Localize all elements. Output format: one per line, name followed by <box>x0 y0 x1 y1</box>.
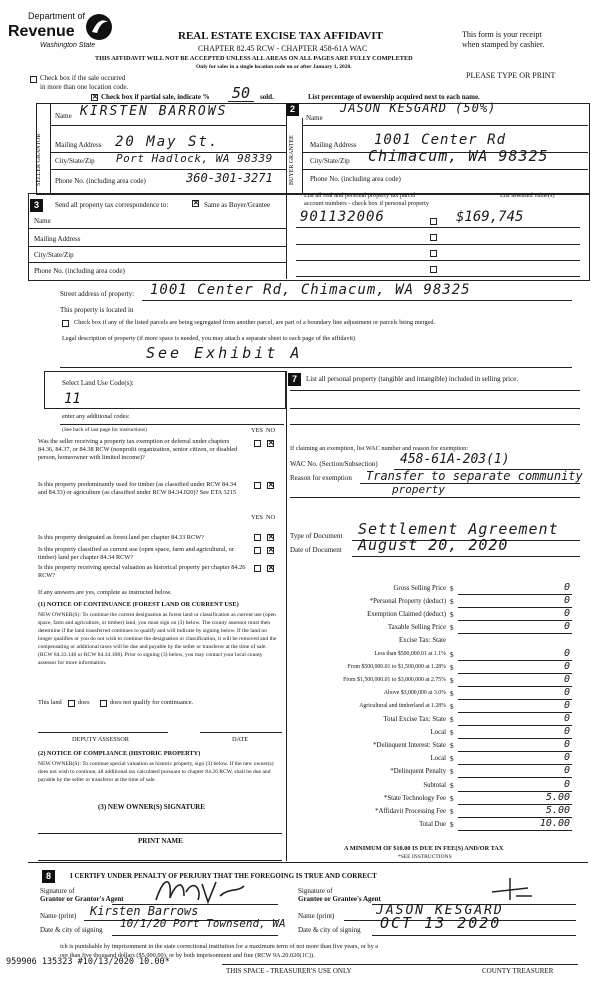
q4-no-checkbox[interactable]: ✕ <box>268 546 274 554</box>
q5-yes-checkbox[interactable] <box>254 565 261 572</box>
tax-row-value: 0 <box>563 779 570 790</box>
q1-yes-checkbox[interactable] <box>254 440 261 447</box>
tax-row-value: 0 <box>563 765 570 776</box>
assessed-value-value: $169,745 <box>456 209 524 225</box>
grantee-sig-label-2: Grantee or Grantee's Agent <box>298 895 381 903</box>
multi-location-label-1: Check box if the sale occurred <box>40 74 126 82</box>
form-only-for: Only for sales in a single location code on or after January 1, 2020. <box>196 64 352 70</box>
tax-row-value: 0 <box>563 700 570 711</box>
corr-phone-label: Phone No. (including area code) <box>34 267 125 275</box>
notice1-body: NEW OWNER(S): To continue the current designation as forest land or classification as current use (open space, farm and agriculture, or timber) land, you must sign on (3) below. The county assessor must then determine if the land transferred continues to qualify and will indicate by signing below. If the land no longer qualifies or you do not wish to continue the designation or classification, it will be removed and the compensating or additional taxes will be due and payable by the seller or transferor at the time of sale. (RCW 84.33.140 or RCW 84.34.108). Prior to signing (3) below, you may contact your local county assessor for more information. <box>38 612 277 666</box>
tax-row-label: Local <box>430 729 446 736</box>
dor-logo-icon <box>84 12 114 42</box>
personal-property-checkbox-4[interactable] <box>430 266 437 273</box>
tax-row-label: From $1,500,000.01 to $3,000,000 at 2.75% <box>343 677 446 683</box>
parcel-header-1: List all real and personal property tax parcel <box>304 192 416 199</box>
question-historic: Is this property receiving special valuation as historical property per chapter 84.26 RCW? <box>38 564 246 579</box>
grantor-date-label: Date & city of signing <box>40 926 103 934</box>
tax-row-value: 5.00 <box>545 792 570 803</box>
deputy-assessor-label: DEPUTY ASSESSOR <box>72 736 129 743</box>
seller-phone-value: 360-301-3271 <box>186 171 273 185</box>
buyer-address-label: Mailing Address <box>310 141 357 149</box>
dollar-sign: $ <box>450 768 454 776</box>
grantee-signature-image <box>488 874 548 904</box>
tax-value-line <box>458 686 572 687</box>
tax-value-line <box>458 738 572 739</box>
corr-city-label: City/State/Zip <box>34 251 74 259</box>
tax-row-label: *Delinquent Interest: State <box>373 742 446 749</box>
street-value: 1001 Center Rd, Chimacum, WA 98325 <box>150 282 471 298</box>
tax-row-label: Taxable Selling Price <box>387 624 446 631</box>
receipt-note-2: when stamped by cashier. <box>462 40 545 49</box>
if-any-yes: If any answers are yes, complete as instructed below. <box>38 589 172 596</box>
grantee-date-value: OCT 13 2020 <box>380 914 502 932</box>
tax-row-label: Total Due <box>419 821 446 828</box>
dollar-sign: $ <box>450 729 454 737</box>
logo-revenue: Revenue <box>8 23 75 40</box>
buyer-name-label: Name <box>306 114 323 122</box>
section-8-number: 8 <box>42 870 55 883</box>
section-3-number: 3 <box>30 199 43 212</box>
multi-location-checkbox[interactable] <box>30 76 37 83</box>
see-instructions-note: *SEE INSTRUCTIONS <box>398 854 452 860</box>
tax-row-value: 0 <box>563 595 570 606</box>
tax-row-value: 0 <box>563 752 570 763</box>
land-use-additional: enter any additional codes: <box>62 413 130 420</box>
tax-row-value: 0 <box>563 713 570 724</box>
seller-side-label: SELLER GRANTOR <box>36 133 42 187</box>
logo-state: Washington State <box>40 42 96 49</box>
new-owner-signature-label: (3) NEW OWNER(S) SIGNATURE <box>98 803 205 811</box>
partial-sale-checkbox[interactable]: ✕ <box>92 93 98 101</box>
section-2-number: 2 <box>286 103 299 116</box>
yes-header-1: YES <box>251 427 263 434</box>
dollar-sign: $ <box>450 624 454 632</box>
question-exemption: Was the seller receiving a property tax exemption or deferral under chapters 84.36, 84.37, or 84.38 RCW (nonprofit organization, senior citizen, or disabled person, homeowner with limited income)? <box>38 438 238 461</box>
seller-address-label: Mailing Address <box>55 141 102 149</box>
tax-row-label: Above $3,000,000 at 3.0% <box>383 690 446 696</box>
doc-date-value: August 20, 2020 <box>358 536 509 554</box>
land-use-label: Select Land Use Code(s): <box>62 379 134 387</box>
tax-value-line <box>458 594 572 595</box>
corr-address-label: Mailing Address <box>34 235 81 243</box>
personal-property-checkbox-3[interactable] <box>430 250 437 257</box>
grantee-date-label: Date & city of signing <box>298 926 361 934</box>
dollar-sign: $ <box>450 795 454 803</box>
tax-value-line <box>458 764 572 765</box>
tax-row-value: 0 <box>563 648 570 659</box>
no-header-2: NO <box>266 514 276 521</box>
tax-value-line <box>458 607 572 608</box>
form-warning: THIS AFFIDAVIT WILL NOT BE ACCEPTED UNLESS ALL AREAS ON ALL PAGES ARE FULLY COMPLETED <box>95 55 413 62</box>
tax-row-label: *Delinquent Penalty <box>390 768 446 775</box>
exemption-label: If claiming an exemption, list WAC number and reason for exemption: <box>290 445 469 452</box>
grantor-signature-image <box>150 870 250 910</box>
tax-row-label: Gross Selling Price <box>393 585 446 592</box>
tax-row-value: 0 <box>563 687 570 698</box>
grantee-name-value: JASON KESGARD <box>376 903 504 918</box>
q3-yes-checkbox[interactable] <box>254 534 261 541</box>
multi-location-label-2: in more than one location code. <box>40 83 129 91</box>
perjury-line-1: ich is punishable by imprisonment in the state correctional institution for a maximum term of not more than five years, or by a <box>60 943 379 950</box>
tax-row-value: 0 <box>563 739 570 750</box>
dollar-sign: $ <box>450 651 454 659</box>
tax-row-label: *Personal Property (deduct) <box>369 598 446 605</box>
tax-value-line <box>458 751 572 752</box>
correspondence-label: Send all property tax correspondence to: <box>55 201 169 209</box>
buyer-percent-note: List percentage of ownership acquired next to each name. <box>308 93 480 101</box>
question-forest: Is this property designated as forest land per chapter 84.33 RCW? <box>38 534 204 541</box>
this-land-label: This land <box>38 699 62 706</box>
legal-label: Legal description of property (if more space is needed, you may attach a separate sheet to each page of the affidavit) <box>62 335 356 342</box>
personal-property-checkbox-1[interactable] <box>430 218 437 225</box>
dollar-sign: $ <box>450 703 454 711</box>
buyer-phone-label: Phone No. (including area code) <box>310 175 401 183</box>
logo-department: Department of <box>28 11 86 21</box>
buyer-city-label: City/State/Zip <box>310 157 350 165</box>
assessed-header: List assessed value(s) <box>500 192 555 199</box>
doc-type-label: Type of Document <box>290 532 343 540</box>
tax-row-value: 0 <box>563 582 570 593</box>
reason-value-1: Transfer to separate community <box>366 469 583 483</box>
same-as-buyer-label: Same as Buyer/Grantee <box>204 201 271 209</box>
deputy-date-label: DATE <box>232 736 249 743</box>
no-header-1: NO <box>266 427 276 434</box>
form-title: REAL ESTATE EXCISE TAX AFFIDAVIT <box>178 30 383 42</box>
tax-row-value: 5.00 <box>545 805 570 816</box>
does-label: does <box>78 699 90 706</box>
grantee-name-label: Name (print) <box>298 912 335 920</box>
tax-value-line <box>458 712 572 713</box>
notice2-body: NEW OWNER(S): To continue special valuation as historic property, sign (3) below. If the new owner(s) does not wish to continue, all additional tax calculated pursuant to chapter 84.26 RCW, shall be due and payable by the seller or transferor at the time of sale. <box>38 761 274 783</box>
tax-row-value: 0 <box>563 674 570 685</box>
tax-row-value: 10.00 <box>539 818 570 829</box>
tax-value-line <box>458 725 572 726</box>
notice1-title: (1) NOTICE OF CONTINUANCE (FOREST LAND OR CURRENT USE) <box>38 601 239 608</box>
tax-value-line <box>458 699 572 700</box>
seller-name-value: KIRSTEN BARROWS <box>80 104 228 119</box>
perjury-line-2: ore than five thousand dollars ($5,000.00), or by both imprisonment and fine (RCW 9A.20.020(1C)). <box>60 952 315 959</box>
q2-yes-checkbox[interactable] <box>254 482 261 489</box>
personal-property-checkbox-2[interactable] <box>430 234 437 241</box>
grantor-name-label: Name (print) <box>40 912 77 920</box>
parcel-number-value: 901132006 <box>300 209 385 225</box>
reason-value-2: property <box>392 483 445 496</box>
grantor-date-value: 10/1/20 Port Townsend, WA <box>120 917 286 930</box>
see-back-note: (See back of last page for instructions) <box>62 427 147 433</box>
grantor-name-value: Kirsten Barrows <box>90 904 199 918</box>
q4-yes-checkbox[interactable] <box>254 547 261 554</box>
tax-value-line <box>458 777 572 778</box>
q3-no-checkbox[interactable]: ✕ <box>268 533 274 541</box>
dollar-sign: $ <box>450 664 454 672</box>
tax-value-line <box>458 660 572 661</box>
tax-row-label: Exemption Claimed (deduct) <box>367 611 446 618</box>
receipt-note-1: This form is your receipt <box>462 30 542 39</box>
tax-value-line <box>458 673 572 674</box>
dollar-sign: $ <box>450 677 454 685</box>
dollar-sign: $ <box>450 611 454 619</box>
partial-pct-value: 50 <box>232 84 251 102</box>
corr-name-label: Name <box>34 217 51 225</box>
parcel-header-2: account numbers - check box if personal property <box>304 200 430 207</box>
segregated-checkbox[interactable] <box>62 320 69 327</box>
sold-label: sold. <box>260 93 274 101</box>
dollar-sign: $ <box>450 782 454 790</box>
located-in-label: This property is located in <box>60 306 134 314</box>
partial-sale-label: Check box if partial sale, indicate % <box>101 93 210 101</box>
legal-value: See Exhibit A <box>146 344 303 362</box>
tax-value-line <box>458 830 572 831</box>
buyer-address-value: 1001 Center Rd <box>374 132 507 148</box>
dollar-sign: $ <box>450 690 454 698</box>
seller-name-label: Name <box>55 112 72 120</box>
does-not-label: does not qualify for continuance. <box>110 699 194 706</box>
land-does-not-checkbox[interactable] <box>100 700 107 707</box>
cashier-stamp: 959906 135323 #10/13/2020 10.00* <box>6 957 170 967</box>
personal-property-label: List all personal property (tangible and intangible) included in selling price. <box>306 375 519 383</box>
tax-row-label: Local <box>430 755 446 762</box>
seller-city-value: Port Hadlock, WA 98339 <box>116 152 273 165</box>
question-timber: Is this property predominantly used for timber (as classified under RCW 84.34 and 84.33) or agriculture (as classified under RCW 84.34.020)? See ETA 3215 <box>38 481 237 496</box>
minimum-due-note: A MINIMUM OF $10.00 IS DUE IN FEE(S) AND/OR TAX <box>344 845 504 852</box>
grantee-sig-label-1: Signature of <box>298 887 333 895</box>
dollar-sign: $ <box>450 821 454 829</box>
tax-value-line <box>458 633 572 634</box>
wac-value: 458-61A-203(1) <box>400 452 510 467</box>
segregated-label: Check box if any of the listed parcels are being segregated from another parcel, are part of a boundary line adjustment or parcels being merged. <box>74 319 436 326</box>
tax-row-label: From $500,000.01 to $1,500,000 at 1.28% <box>347 664 446 670</box>
seller-address-value: 20 May St. <box>115 134 220 150</box>
doc-type-value: Settlement Agreement <box>358 520 559 538</box>
county-treasurer-label: COUNTY TREASURER <box>482 967 554 975</box>
land-does-checkbox[interactable] <box>68 700 75 707</box>
tax-row-value: 0 <box>563 661 570 672</box>
tax-row-label: Less than $500,000.01 at 1.1% <box>374 651 446 657</box>
grantor-sig-label-2: Grantor or Grantor's Agent <box>40 895 124 903</box>
treasurer-space-label: THIS SPACE - TREASURER'S USE ONLY <box>226 967 352 975</box>
tax-row-label: Total Excise Tax: State <box>383 716 446 723</box>
section-7-number: 7 <box>288 373 301 386</box>
tax-row-label: Subtotal <box>423 782 446 789</box>
dollar-sign: $ <box>450 742 454 750</box>
dollar-sign: $ <box>450 716 454 724</box>
buyer-name-value: JASON KESGARD (50%) <box>340 101 497 115</box>
reason-label: Reason for exemption <box>290 474 352 482</box>
form-subtitle: CHAPTER 82.45 RCW - CHAPTER 458-61A WAC <box>198 44 368 53</box>
dollar-sign: $ <box>450 585 454 593</box>
dollar-sign: $ <box>450 808 454 816</box>
certify-statement: I CERTIFY UNDER PENALTY OF PERJURY THAT THE FOREGOING IS TRUE AND CORRECT <box>70 872 377 880</box>
tax-row-label: *State Technology Fee <box>383 795 446 802</box>
land-use-code: 11 <box>64 391 81 407</box>
street-label: Street address of property: <box>60 290 135 298</box>
tax-row-value: 0 <box>563 621 570 632</box>
yes-header-2: YES <box>251 514 263 521</box>
type-or-print: PLEASE TYPE OR PRINT <box>466 71 556 80</box>
tax-row-label: Excise Tax: State <box>399 637 446 644</box>
dollar-sign: $ <box>450 755 454 763</box>
seller-city-label: City/State/Zip <box>55 157 95 165</box>
tax-row-label: *Affidavit Processing Fee <box>375 808 446 815</box>
doc-date-label: Date of Document <box>290 546 342 554</box>
tax-row-label: Agricultural and timberland at 1.28% <box>359 703 446 709</box>
q5-no-checkbox[interactable]: ✕ <box>268 564 274 572</box>
dollar-sign: $ <box>450 598 454 606</box>
q1-no-checkbox[interactable]: ✕ <box>268 439 274 447</box>
question-current-use: Is this property classified as current use (open space, farm and agricultural, or timber) land per chapter 84.34 RCW? <box>38 546 234 561</box>
tax-value-line <box>458 620 572 621</box>
print-name-label: PRINT NAME <box>138 837 183 845</box>
grantor-sig-label-1: Signature of <box>40 887 75 895</box>
buyer-city-value: Chimacum, WA 98325 <box>368 147 549 165</box>
buyer-side-label: BUYER GRANTEE <box>289 135 295 185</box>
seller-phone-label: Phone No. (including area code) <box>55 177 146 185</box>
wac-label: WAC No. (Section/Subsection) <box>290 460 378 468</box>
notice2-title: (2) NOTICE OF COMPLIANCE (HISTORIC PROPERTY) <box>38 750 201 757</box>
q2-no-checkbox[interactable]: ✕ <box>268 481 274 489</box>
tax-row-value: 0 <box>563 608 570 619</box>
same-as-buyer-checkbox[interactable]: ✕ <box>193 199 199 207</box>
tax-row-value: 0 <box>563 726 570 737</box>
